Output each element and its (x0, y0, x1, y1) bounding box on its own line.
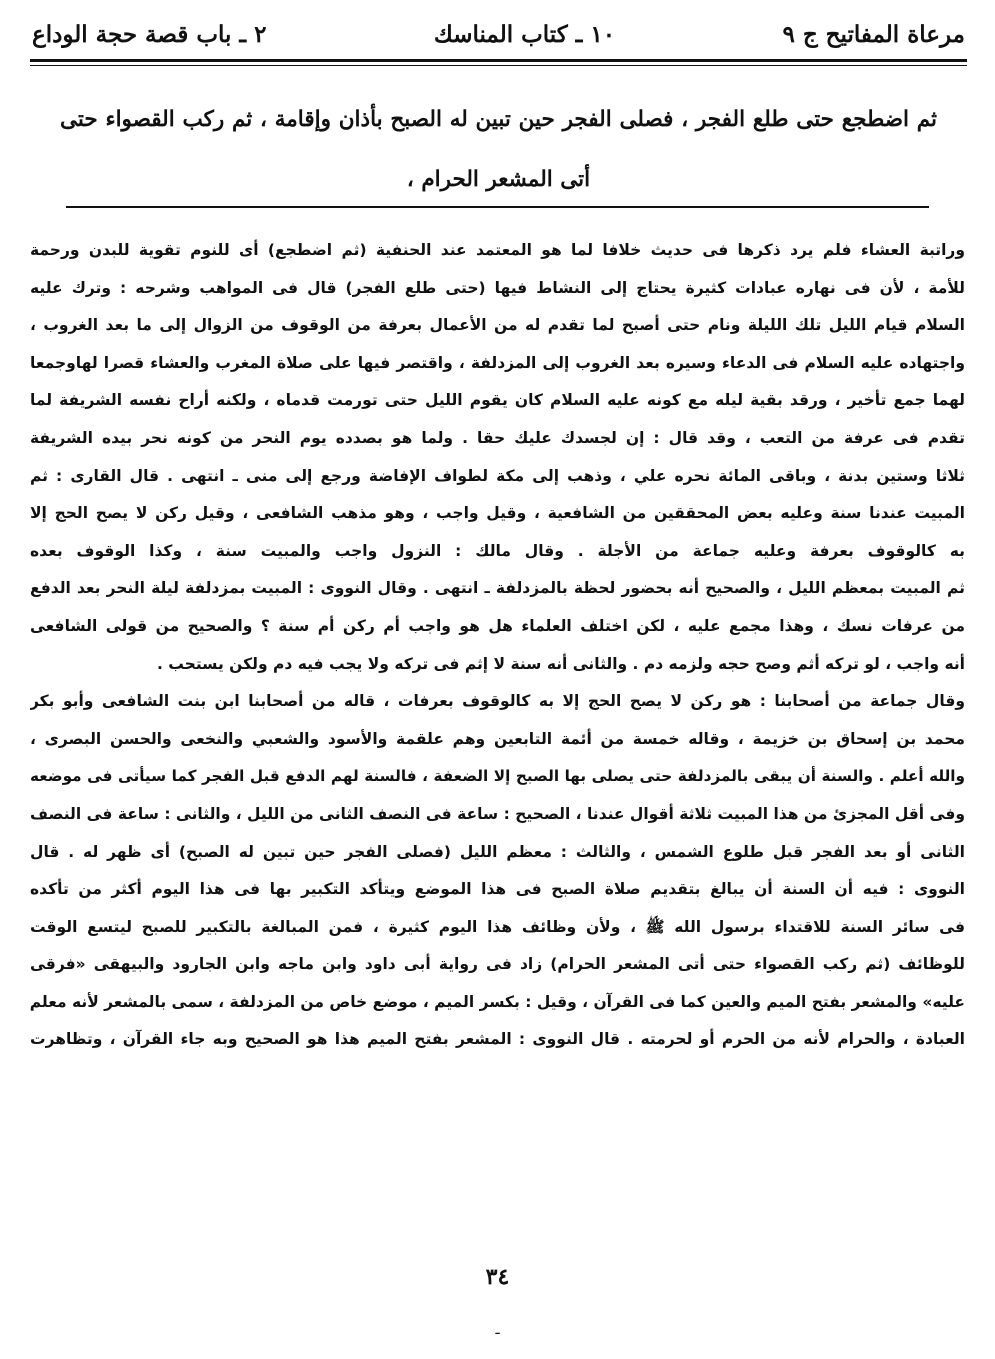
commentary-line: أنه واجب ، لو تركه أثم وصح حجه ولزمه دم . والثانى أنه سنة لا إثم فى تركه ولا يجب فيه دم ولكن يستحب . (156, 654, 965, 673)
commentary (30, 232, 965, 1059)
commentary-line: العبادة ، والحرام لأنه من الحرم أو لحرمته . قال النووى : المشعر بفتح الميم هذا هو الصحيح وبه جاء القرآن ، وتظاهرت (30, 1030, 965, 1049)
footer-mark: ـ (495, 1322, 500, 1338)
commentary-line: للأمة ، لأن فى نهاره عبادات كثيرة يحتاج إلى النشاط فيها (حتى طلع الفجر) قال فى المواهب وشرحه : وترك عليه (30, 278, 965, 297)
section-title: ١٠ ـ كتاب المناسك (433, 20, 616, 48)
commentary-line: النووى : فيه أن السنة أن يبالغ بتقديم صلاة الصبح فى هذا الموضع ويتأكد التكبير بها فى هذا اليوم أكثر من تأكده (30, 880, 965, 899)
book-title: مرعاة المفاتيح ج ٩ (782, 20, 965, 48)
running-header (32, 14, 965, 54)
commentary-line: محمد بن إسحاق بن خزيمة ، وقاله خمسة من أئمة التابعين وهم علقمة والأسود والشعبي والنخعى والحسن البصرى ، (30, 729, 965, 748)
commentary-line: به كالوقوف بعرفة وعليه جماعة من الأجلة . وقال مالك : النزول واجب والمبيت سنة ، وكذا الوقوف بعده (30, 541, 965, 560)
commentary-line: والله أعلم . والسنة أن يبقى بالمزدلفة حتى يصلى بها الصبح إلا الضعفة ، فالسنة لهم الدفع قبل الفجر كما سيأتى فى موضعه (30, 767, 965, 786)
commentary-line: للوظائف (ثم ركب القصواء حتى أتى المشعر الحرام) زاد فى رواية أبى داود وابن ماجه وابن الجارود والبيهقى «فرقى (30, 955, 965, 974)
commentary-line: لهما جمع تأخير ، ورقد بقية ليله مع كونه عليه السلام كان يقوم الليل حتى تورمت قدماه ، ولكنه أراح نفسه الشريفة لما (30, 391, 965, 410)
commentary-line: ثلاثا وستين بدنة ، وباقى المائة نحره علي ، وذهب إلى مكة لطواف الإفاضة ورجع إلى منى ـ انتهى . قال القارى : ثم (30, 466, 965, 485)
commentary-line: الثانى أو بعد الفجر قبل طلوع الشمس ، والثالث : معظم الليل (فصلى الفجر حين تبين له الصبح) أى ظهر له . قال (30, 842, 965, 861)
header-rule-thick (30, 59, 967, 62)
header-rule-thin (30, 65, 967, 66)
commentary-line: السلام قيام الليل تلك الليلة ونام حتى أصبح لما تقدم له من الأعمال بعرفة من الوقوف من الزوال إلى ما بعد الغروب ، (30, 316, 965, 335)
hadith-text: ثم اضطجع حتى طلع الفجر ، فصلى الفجر حين تبين له الصبح بأذان وإقامة ، ثم ركب القصواء حتى أتى المشعر الحرام ، (60, 107, 937, 192)
commentary-line: وراتبة العشاء فلم يرد ذكرها فى حديث خلافا لما هو المعتمد عند الحنفية (ثم اضطجع) أى للنوم تقوية للبدن ورحمة (30, 241, 965, 259)
commentary-line: واجتهاده عليه السلام فى الدعاء وسيره بعد الغروب إلى المزدلفة ، واقتصر فيها على صلاة المغرب والعشاء قصرا لهاوجمعا (30, 353, 965, 372)
page-number: ٣٤ (485, 1264, 510, 1290)
commentary-line: فى سائر السنة للاقتداء برسول الله ﷺ ، ولأن وظائف هذا اليوم كثيرة ، فمن المبالغة بالتكبير للصبح ليتسع الوقت (30, 917, 965, 936)
chapter-title: ٢ ـ باب قصة حجة الوداع (32, 20, 267, 48)
commentary-line: عليه» والمشعر بفتح الميم والعين كما فى القرآن ، وقيل : بكسر الميم ، موضع خاص من المزدلفة ، سمى بالمشعر لأنه معلم (30, 992, 965, 1011)
commentary-line: من عرفات نسك ، وهذا مجمع عليه ، لكن اختلف العلماء هل هو واجب أم ركن أم سنة ؟ والصحيح من قولى الشافعى (30, 616, 965, 635)
commentary-line: وفى أقل المجزئ من هذا المبيت ثلاثة أقوال عندنا ، الصحيح : ساعة فى النصف الثانى من الليل ، والثانى : ساعة فى النصف (30, 804, 965, 823)
commentary-line: وقال جماعة من أصحابنا : هو ركن لا يصح الحج إلا به كالوقوف بعرفات ، قاله من أصحابنا ابن بنت الشافعى وأبو بكر (30, 692, 965, 711)
commentary-line: ثم المبيت بمعظم الليل ، والصحيح أنه بحضور لحظة بالمزدلفة ـ انتهى . وقال النووى : المبيت بمزدلفة ليلة النحر بعد الدفع (30, 579, 965, 598)
section-divider (66, 206, 929, 208)
commentary-line: المبيت عندنا سنة وعليه بعض المحققين من الشافعية ، وقيل واجب ، وهو مذهب الشافعى ، وقيل ركن لا يصح الحج إلا (30, 504, 965, 523)
commentary-line: تقدم فى عرفة من التعب ، وقد قال : إن لجسدك عليك حقا . ولما هو بصدده يوم النحر من كونه نحر بيده الشريفة (30, 428, 965, 447)
